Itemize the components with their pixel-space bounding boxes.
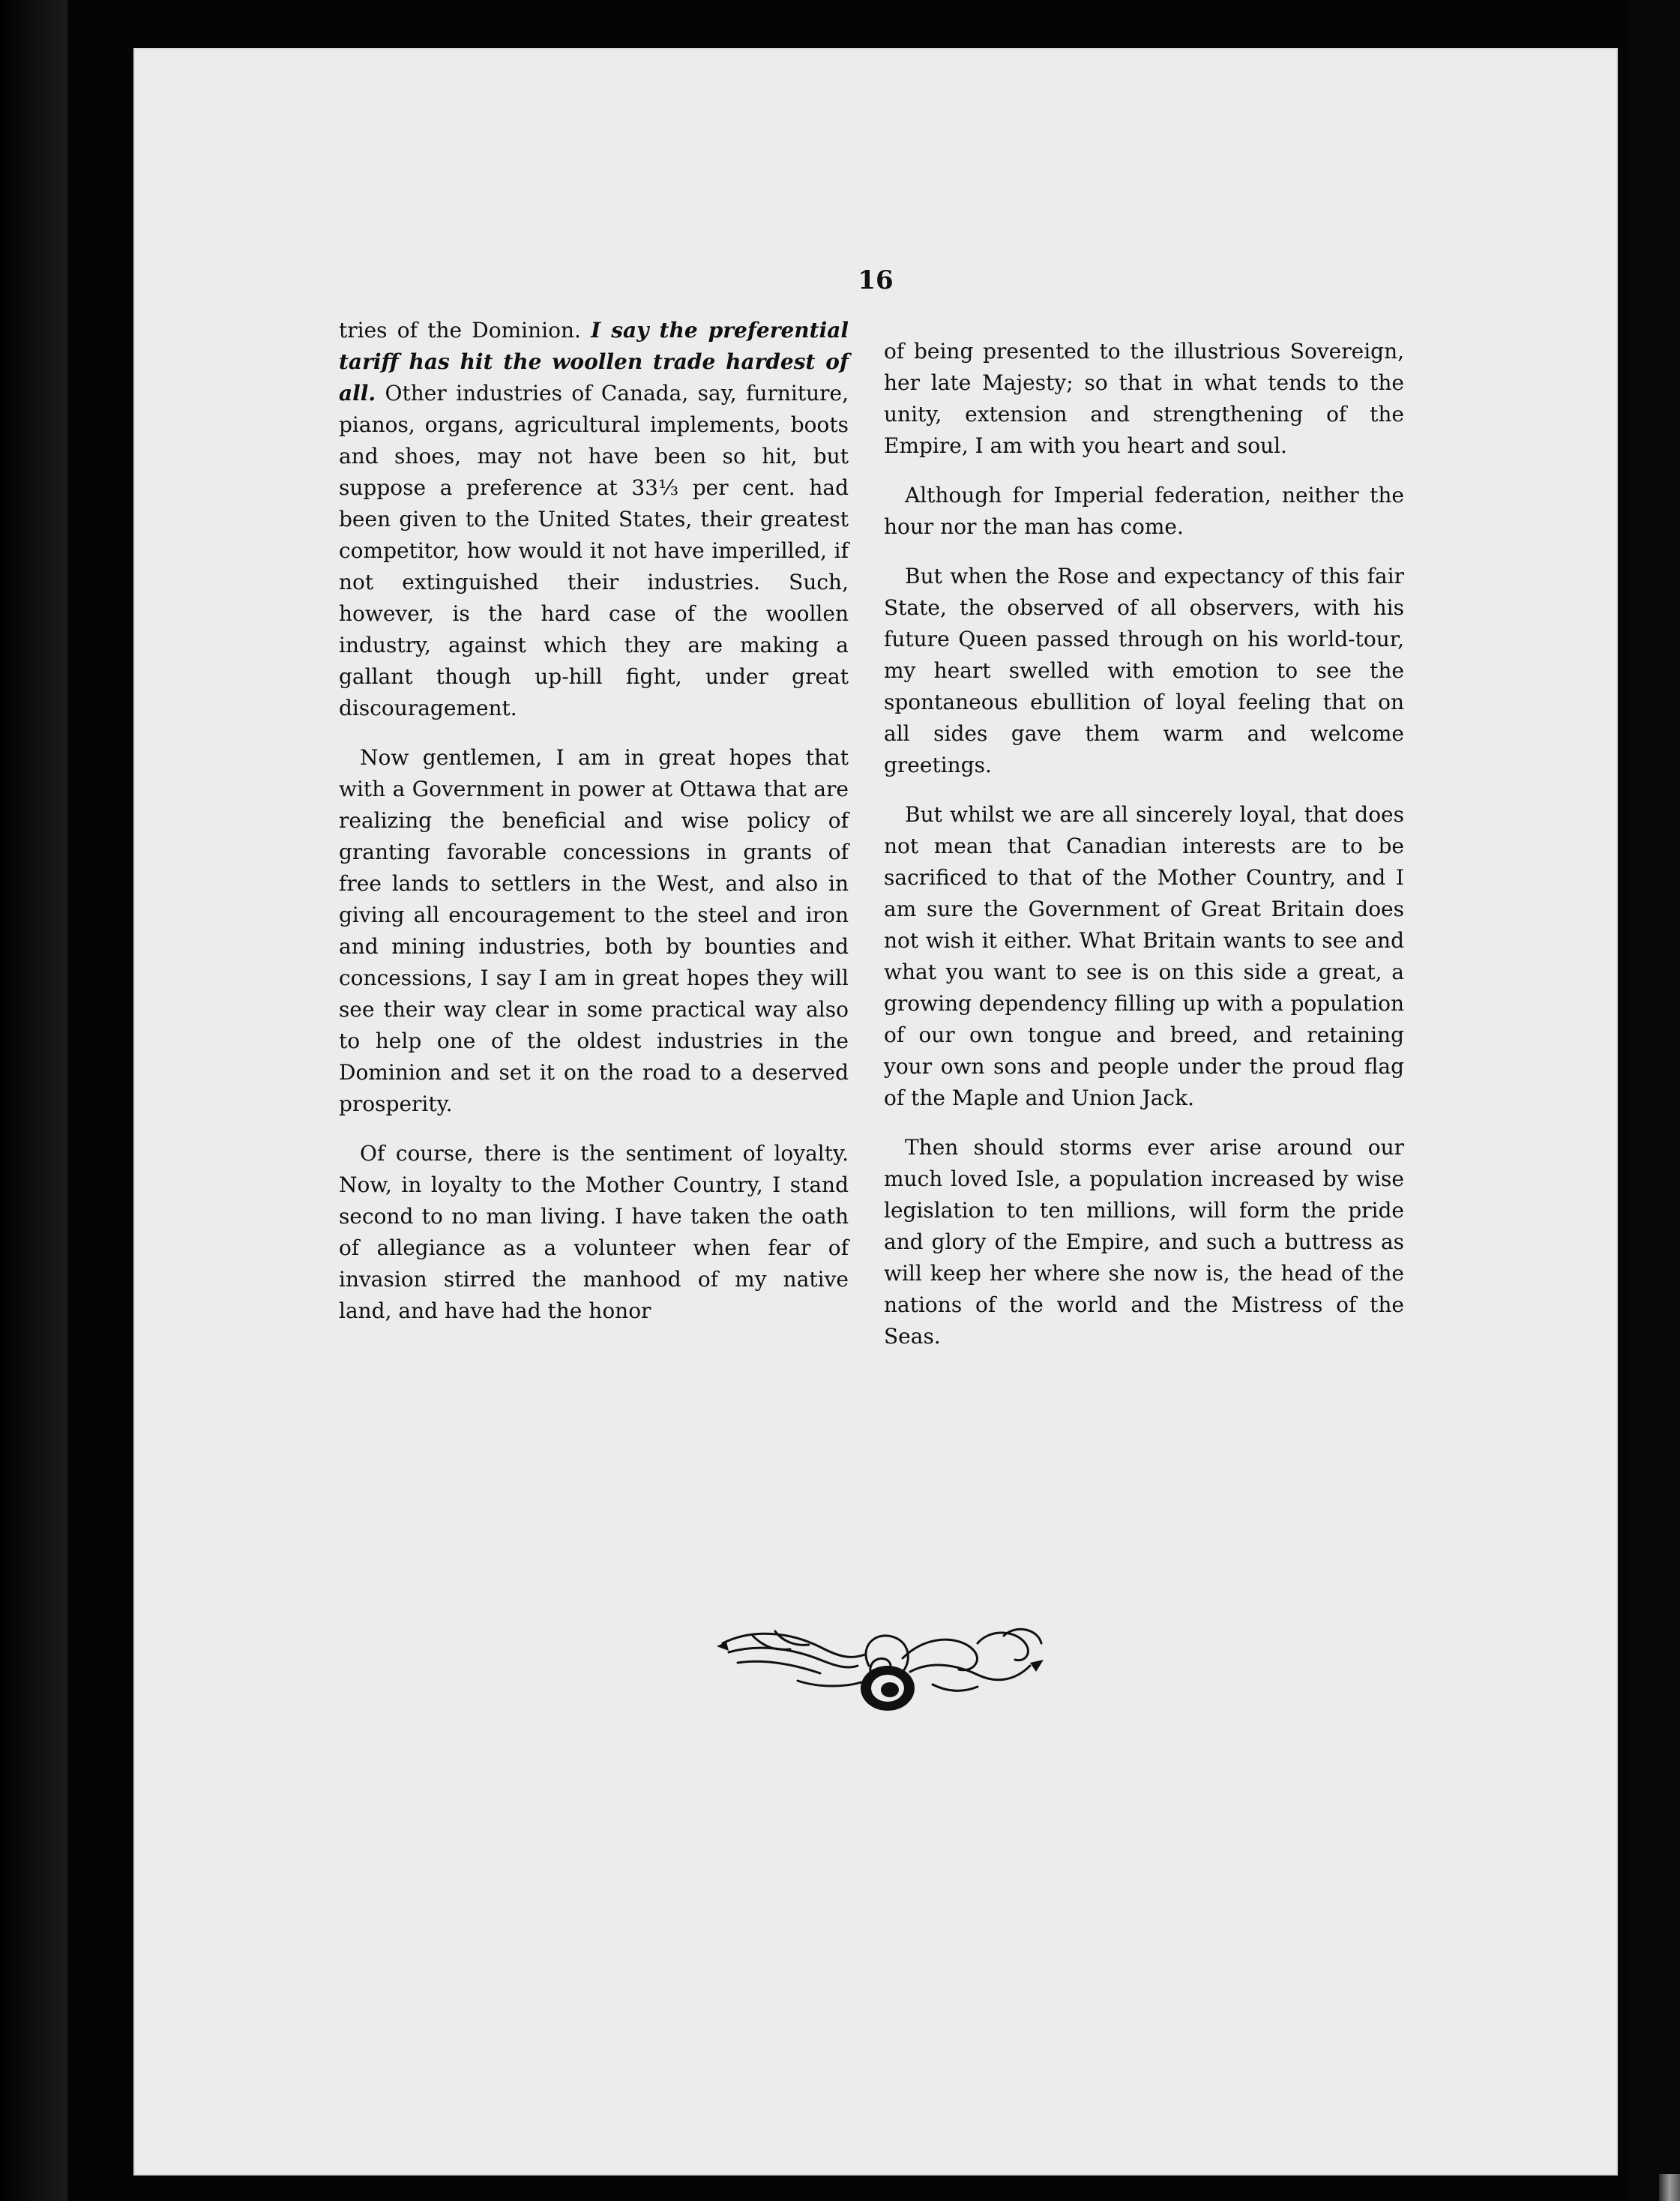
emphasized-text: I say the preferential tariff has hit the woollen trade hardest of all. (339, 318, 849, 406)
floral-scroll-icon (708, 1613, 1053, 1718)
paragraph: Now gentlemen, I am in great hopes that with a Government in power at Ottawa that are realizing the beneficial and wise policy of granting favorable concessions in grants of free lands to settlers in the West, and also in giving all encouragement to the steel and iron and mining industries, both by bounties and concessions, I say I am in great hopes they will see their way clear in some practical way also to help one of the oldest industries in the Dominion and set it on the road to a deserved prosperity. (339, 745, 849, 1116)
paragraph: Of course, there is the sentiment of loyalty. Now, in loyalty to the Mother Country, I stand second to no man living. I have taken the oath of allegiance as a volunteer when fear of invasion stirred the manhood of my native land, and have had the honor (339, 1141, 849, 1323)
paragraph-text: tries of the Dominion. (339, 318, 581, 343)
paragraph: of being presented to the illustrious Sovereign, her late Majesty; so that in what tends to the unity, extension and strengthening of the Empire, I am with you heart and soul. (884, 339, 1404, 458)
paragraph: Then should storms ever arise around our much loved Isle, a population increased by wise legislation to ten millions, will form the pride and glory of the Empire, and such a buttress as will keep her where she now is, the head of the nations of the world and the Mistress of the Seas. (884, 1135, 1404, 1349)
paragraph: Although for Imperial federation, neither the hour nor the man has come. (884, 483, 1404, 539)
document-page (133, 48, 1618, 2176)
paragraph-text: Other industries of Canada, say, furniture, pianos, organs, agricultural implements, boots and shoes, may not have been so hit, but suppose a preference at 33⅓ per cent. had been given to the United States, their greatest competitor, how would it not have imperilled, if not extinguished their industries. Such, however, is the hard case of the woollen industry, against which they are making a gallant though up-hill fight, under great discouragement. (339, 381, 849, 720)
paragraph: But whilst we are all sincerely loyal, that does not mean that Canadian interests are to be sacrificed to that of the Mother Country, and I am sure the Government of Great Britain does not wish it either. What Britain wants to see and what you want to see is on this side a great, a growing dependency filling up with a population of our own tongue and breed, and retaining your own sons and people under the proud flag of the Maple and Union Jack. (884, 802, 1404, 1110)
paragraph: But when the Rose and expectancy of this fair State, the observed of all observers, with his future Queen passed through on his world-tour, my heart swelled with emotion to see the spontaneous ebullition of loyal feeling that on all sides gave them warm and welcome greetings. (884, 564, 1404, 777)
left-text-column (339, 315, 849, 1345)
scan-border-left (0, 0, 67, 2201)
right-text-column (884, 336, 1404, 1370)
paragraph (339, 315, 849, 724)
page-number: 16 (858, 265, 894, 295)
scan-border-right (1628, 0, 1680, 2201)
